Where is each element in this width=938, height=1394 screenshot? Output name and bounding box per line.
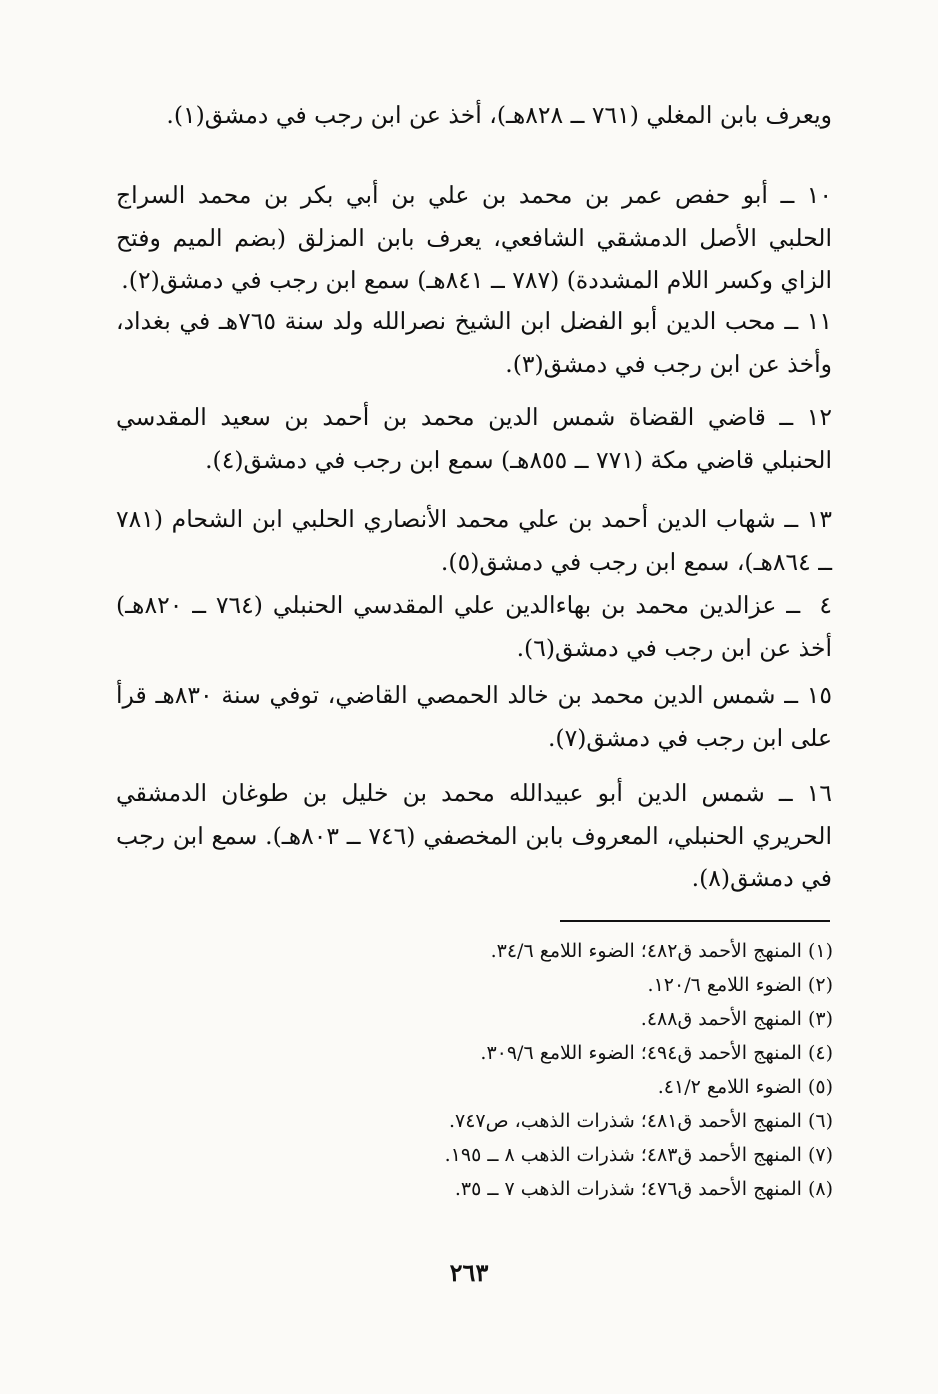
footnotes	[393, 934, 833, 1206]
entry-15	[116, 674, 832, 759]
entry-text: ويعرف بابن المغلي (٧٦١ ــ ٨٢٨هـ)، أخذ عن ابن رجب في دمشق(١).	[166, 101, 832, 129]
entry-number: ١٠	[806, 181, 832, 209]
entry-text: ــ عزالدين محمد بن بهاءالدين علي المقدسي الحنبلي (٧٦٤ ــ ٨٢٠هـ) أخذ عن ابن رجب في دمشق(٦).	[116, 591, 832, 662]
entry-text: ــ شمس الدين محمد بن خالد الحمصي القاضي، توفي سنة ٨٣٠هـ قرأ على ابن رجب في دمشق(٧).	[116, 681, 832, 752]
entry-number: ١٣	[806, 505, 832, 533]
entry-text: ــ شهاب الدين أحمد بن علي محمد الأنصاري الحلبي ابن الشحام (٧٨١ ــ ٨٦٤هـ)، سمع ابن رجب في دمشق(٥).	[116, 505, 832, 576]
page-number: ٢٦٣	[449, 1258, 489, 1287]
entry-number: ١٢	[806, 403, 832, 431]
entry-text: ــ شمس الدين أبو عبيدالله محمد بن خليل بن طوغان الدمشقي الحريري الحنبلي، المعروف بابن المخصفي (٧٤٦ ــ ٨٠٣هـ). سمع ابن رجب في دمشق(٨).	[116, 779, 832, 892]
footnote-1: (١) المنهج الأحمد ق٤٨٢؛ الضوء اللامع ٣٤/٦.	[490, 940, 833, 962]
entry-13	[116, 498, 832, 583]
entry-number: ٤	[819, 591, 832, 619]
entry-11	[116, 300, 832, 385]
entry-number: ١٦	[806, 779, 832, 807]
footnote-4: (٤) المنهج الأحمد ق٤٩٤؛ الضوء اللامع ٣٠٩/٦.	[480, 1042, 833, 1064]
entry-number: ١١	[806, 307, 832, 335]
entry-text: ــ أبو حفص عمر بن محمد بن علي بن أبي بكر بن محمد السراج الحلبي الأصل الدمشقي الشافعي، يعرف بابن المزلق (بضم الميم وفتح الزاي وكسر اللام المشددة) (٧٨٧ ــ ٨٤١هـ) سمع ابن رجب في دمشق(٢).	[116, 181, 832, 294]
entry-text: ــ قاضي القضاة شمس الدين محمد بن أحمد بن سعيد المقدسي الحنبلي قاضي مكة (٧٧١ ــ ٨٥٥هـ) سمع ابن رجب في دمشق(٤).	[116, 403, 832, 474]
entry-12	[116, 396, 832, 481]
footnote-separator	[560, 920, 830, 922]
footnote-8: (٨) المنهج الأحمد ق٤٧٦؛ شذرات الذهب ٧ ــ ٣٥.	[454, 1178, 833, 1200]
footnote-2: (٢) الضوء اللامع ١٢٠/٦.	[647, 974, 833, 996]
footnote-6: (٦) المنهج الأحمد ق٤٨١؛ شذرات الذهب، ص٧٤٧.	[448, 1110, 833, 1132]
entry-14	[116, 584, 832, 669]
entry-continuation	[116, 94, 832, 137]
footnote-3: (٣) المنهج الأحمد ق٤٨٨.	[640, 1008, 833, 1030]
entry-16	[116, 772, 832, 900]
entry-10	[116, 174, 832, 302]
footnote-7: (٧) المنهج الأحمد ق٤٨٣؛ شذرات الذهب ٨ ــ ١٩٥.	[444, 1144, 833, 1166]
entry-number: ١٥	[806, 681, 832, 709]
entry-text: ــ محب الدين أبو الفضل ابن الشيخ نصرالله ولد سنة ٧٦٥هـ في بغداد، وأخذ عن ابن رجب في دمشق(٣).	[116, 307, 832, 378]
footnote-5: (٥) الضوء اللامع ٤١/٢.	[657, 1076, 833, 1098]
